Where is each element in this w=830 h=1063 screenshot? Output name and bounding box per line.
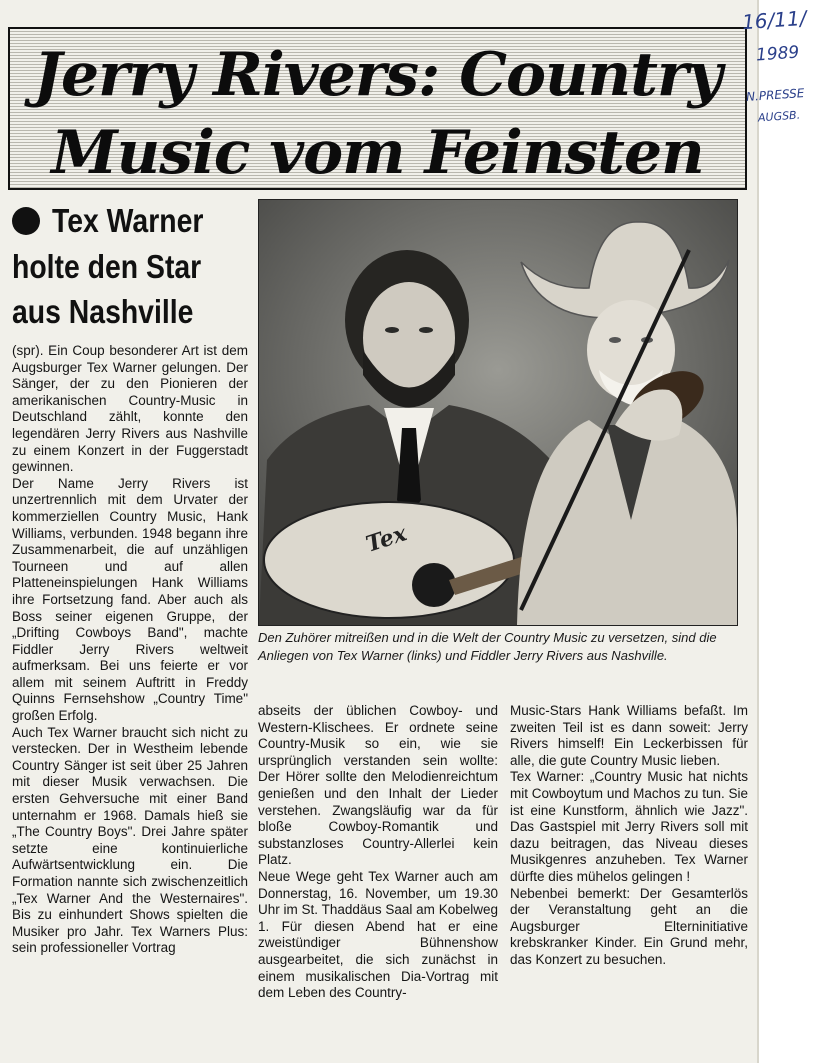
headline-line-2: Music vom Feinsten	[51, 118, 704, 188]
article-column-3	[510, 703, 748, 969]
article-column-1	[12, 343, 248, 957]
photo-caption: Den Zuhörer mitreißen und in die Welt der Country Music zu versetzen, sind die Anliegen von Tex Warner (links) und Fiddler Jerry Rivers aus Nashville.	[258, 630, 717, 663]
article-paragraph: Music-Stars Hank Williams befaßt. Im zweiten Teil ist es dann soweit: Jerry Rivers himself! Ein Leckerbissen für alle, die gute Country Music lieben.	[510, 703, 748, 768]
handwritten-source-city: AUGSB.	[757, 108, 801, 125]
guitar-logo-text: Tex	[362, 520, 410, 558]
headline-line-1: Jerry Rivers: Country	[33, 40, 722, 110]
headline-banner	[8, 27, 747, 190]
article-paragraph: abseits der üblichen Cowboy- und Western-Klischees. Er ordnete seine Country-Musik so ein, wie sie ursprünglich verstanden sein wollte: Der Hörer sollte den Melodienreichtum genießen und den Inhalt der Lieder verstehen. Zwangsläufig war da für bloße Cowboy-Romantik und substanzloses Country-Allerlei kein Platz.	[258, 703, 498, 868]
article-photo	[258, 199, 738, 626]
article-paragraph: Neue Wege geht Tex Warner auch am Donnerstag, 16. November, um 19.30 Uhr im St. Thaddäus Saal am Kobelweg 1. Für diesen Abend hat er eine zweistündiger Bühnenshow ausgearbeitet, die sich zunächst in einem musikalischen Dia-Vortrag mit dem Leben des Country-	[258, 868, 498, 1001]
handwritten-year: 1989	[755, 42, 800, 66]
handwritten-source: N.PRESSE	[745, 85, 805, 105]
handwritten-date: 16/11/	[741, 5, 808, 35]
subheadline-line-2: holte den Star	[12, 248, 202, 285]
subheadline-line-3: aus Nashville	[12, 293, 194, 330]
article-paragraph: Nebenbei bemerkt: Der Gesamterlös der Veranstaltung geht an die Augsburger Elterninitiative krebskranker Kinder. Ein Grund mehr, das Konzert zu besuchen.	[510, 885, 748, 967]
article-column-2	[258, 703, 498, 1002]
article-paragraph: Der Name Jerry Rivers ist unzertrennlich mit dem Urvater der kommerziellen Country Music, Hank Williams, verbunden. 1948 begann ihre Zusammenarbeit, die auf unzähligen Tourneen und auf allen Platteneinspielungen Hank Williams ihre Fortsetzung fand. Aber auch als Boss seiner eigenen Gruppe, der „Drifting Cowboys Band", machte Fiddler Jerry Rivers weltweit aufmerksam. Bei uns feierte er vor allem mit seinem Auftritt in Freddy Quinns Fernsehshow „Country Time" großen Erfolg.	[12, 475, 248, 724]
article-paragraph: (spr). Ein Coup besonderer Art ist dem Augsburger Tex Warner gelungen. Der Sänger, der zu den Pionieren der amerikanischen Country-Music in Deutschland zählt, konnte den legendären Jerry Rivers aus Nashville zu einem Konzert in der Fuggerstadt gewinnen.	[12, 343, 248, 475]
subheadline-line-1: Tex Warner	[52, 202, 204, 239]
article-paragraph: Tex Warner: „Country Music hat nichts mit Cowboytum und Machos zu tun. Sie ist eine Kunstform, ähnlich wie Jazz". Das Gastspiel mit Jerry Rivers soll mit dazu beitragen, das Niveau dieses Musikgenres anzuheben. Tex Warner dürfte dies mühelos gelingen !	[510, 769, 748, 884]
photo-illustration	[259, 200, 737, 625]
bullet-dot-icon	[12, 207, 40, 235]
article-paragraph: Auch Tex Warner braucht sich nicht zu verstecken. Der in Westheim lebende Country Sänger ist seit über 25 Jahren mit dieser Musik verwachsen. Die ersten Gehversuche mit einer Band unternahm er 1968. Damals hieß sie „The Country Boys". Drei Jahre später setzte eine kontinuierliche Aufwärtsentwicklung ein. Die Formation nannte sich zwischenzeitlich „Tex Warner And the Westernaires". Bis zu einhundert Shows spielten die Musiker pro Jahr. Tex Warners Plus: sein professioneller Vortrag	[12, 724, 248, 956]
